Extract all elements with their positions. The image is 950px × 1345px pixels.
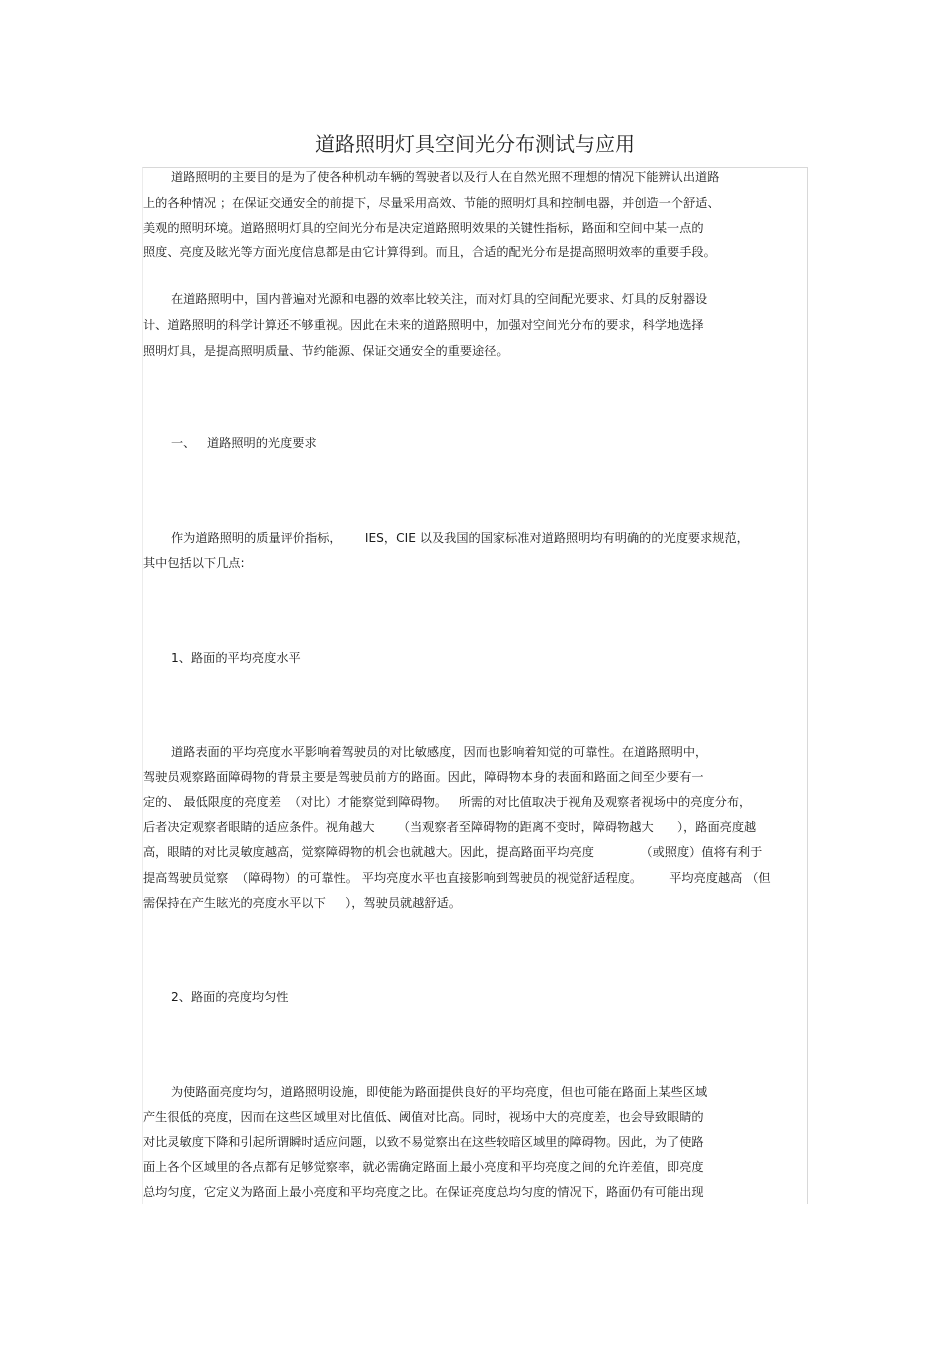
text-line: 上的各种情况 ；在保证交通安全的前提下，尽量采用高效、节能的照明灯具和控制电器，并创造一个舒适、 [143,196,720,210]
text-line: 提高驾驶员觉察 （障碍物）的可靠性。 平均亮度水平也直接影响到驾驶员的视觉舒适程度。 平均亮度越高 （但 [143,871,771,885]
text-line: 作为道路照明的质量评价指标， IES，CIE 以及我国的国家标准对道路照明均有明确的的光度要求规范， [171,531,749,545]
text-line: 其中包括以下几点: [143,556,245,570]
text-line: 计、道路照明的科学计算还不够重视。因此在未来的道路照明中，加强对空间光分布的要求，科学地选择 [143,318,704,332]
text-line: 定的、 最低限度的亮度差 （对比）才能察觉到障碍物。 所需的对比值取决于视角及观察者视场中的亮度分布， [143,795,752,809]
text-line: 后者决定观察者眼睛的适应条件。视角越大 （当观察者至障碍物的距离不变时，障碍物越大 ），路面亮度越 [143,820,757,834]
text-line: 照度、亮度及眩光等方面光度信息都是由它计算得到。而且，合适的配光分布是提高照明效率的重要手段。 [143,245,716,259]
text-line: 对比灵敏度下降和引起所谓瞬时适应问题，以致不易觉察出在这些较暗区域里的障碍物。因此，为了使路 [143,1135,704,1149]
text-line: 美观的照明环境。道路照明灯具的空间光分布是决定道路照明效果的关键性指标，路面和空间中某一点的 [143,221,704,235]
text-line: 需保持在产生眩光的亮度水平以下 ），驾驶员就越舒适。 [143,896,461,910]
section-heading: 2、路面的亮度均匀性 [171,990,289,1004]
text-line: 为使路面亮度均匀，道路照明设施，即使能为路面提供良好的平均亮度，但也可能在路面上某些区域 [171,1085,708,1099]
text-line: 产生很低的亮度，因而在这些区域里对比值低、阈值对比高。同时，视场中大的亮度差，也会导致眼睛的 [143,1110,704,1124]
section-heading: 一、 道路照明的光度要求 [171,436,317,450]
page-title: 道路照明灯具空间光分布测试与应用 [315,132,635,156]
text-line: 道路照明的主要目的是为了使各种机动车辆的驾驶者以及行人在自然光照不理想的情况下能辨认出道路 [171,170,720,184]
text-line: 高，眼睛的对比灵敏度越高，觉察障碍物的机会也就越大。因此，提高路面平均亮度 （或照度）值将有利于 [143,845,763,859]
section-heading: 1、路面的平均亮度水平 [171,651,301,665]
text-line: 面上各个区域里的各点都有足够觉察率，就必需确定路面上最小亮度和平均亮度之间的允许差值，即亮度 [143,1160,704,1174]
text-line: 总均匀度，它定义为路面上最小亮度和平均亮度之比。在保证亮度总均匀度的情况下，路面仍有可能出现 [143,1185,704,1199]
text-line: 驾驶员观察路面障碍物的背景主要是驾驶员前方的路面。因此，障碍物本身的表面和路面之间至少要有一 [143,770,704,784]
text-line: 照明灯具，是提高照明质量、节约能源、保证交通安全的重要途径。 [143,344,509,358]
text-line: 道路表面的平均亮度水平影响着驾驶员的对比敏感度，因而也影响着知觉的可靠性。在道路照明中， [171,745,708,759]
text-line: 在道路照明中，国内普遍对光源和电器的效率比较关注，而对灯具的空间配光要求、灯具的反射器设 [171,292,708,306]
